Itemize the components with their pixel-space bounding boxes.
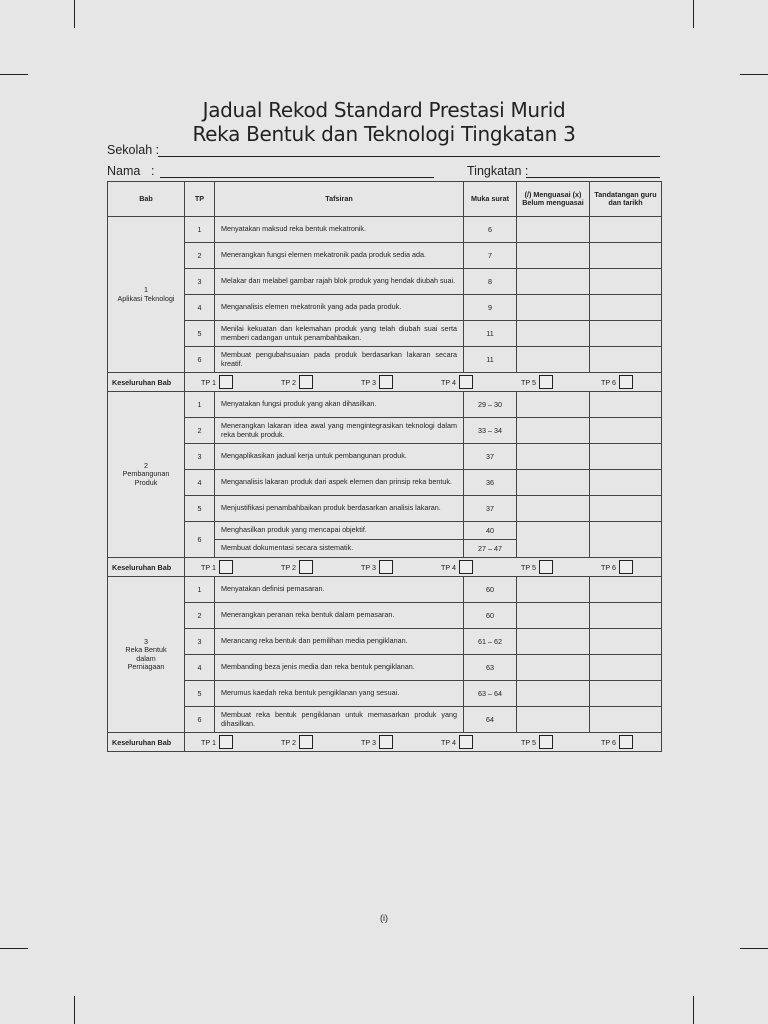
muka-surat-value: 11 [464, 347, 517, 373]
penguasaan-cell[interactable] [517, 347, 590, 373]
penguasaan-cell[interactable] [517, 418, 590, 444]
summary-tp-item [361, 560, 393, 574]
table-row [108, 681, 662, 707]
tandatangan-cell[interactable] [590, 269, 662, 295]
tp-number: 2 [185, 418, 215, 444]
tp-number: 2 [185, 603, 215, 629]
penguasaan-cell[interactable] [517, 470, 590, 496]
tandatangan-cell[interactable] [590, 470, 662, 496]
summary-tp-label: TP 6 [601, 737, 617, 747]
tafsiran-text: Membuat reka bentuk pengiklanan untuk memasarkan produk yang dihasilkan. [215, 707, 464, 733]
bab-label: 2 Pembangunan Produk [108, 392, 185, 558]
page-title: Jadual Rekod Standard Prestasi Murid [202, 98, 566, 122]
header-bab: Bab [108, 182, 185, 217]
tafsiran-text: Menjustifikasi penambahbaikan produk berdasarkan analisis lakaran. [215, 496, 464, 522]
summary-checkbox[interactable] [459, 735, 473, 749]
summary-tp-item [281, 560, 313, 574]
tandatangan-cell[interactable] [590, 681, 662, 707]
tafsiran-text: Menganalisis lakaran produk dari aspek elemen dan prinsip reka bentuk. [215, 470, 464, 496]
summary-tp-label: TP 3 [361, 377, 377, 387]
table-header-row [108, 182, 662, 217]
summary-tp-cell [185, 373, 662, 392]
header-tp: TP [185, 182, 215, 217]
penguasaan-cell[interactable] [517, 243, 590, 269]
tingkatan-field[interactable] [526, 177, 660, 178]
tafsiran-text: Membanding beza jenis media dan reka bentuk pengiklanan. [215, 655, 464, 681]
summary-row [108, 733, 662, 752]
summary-checkbox[interactable] [219, 560, 233, 574]
summary-tp-label: TP 6 [601, 377, 617, 387]
summary-row [108, 558, 662, 577]
summary-checkbox[interactable] [219, 375, 233, 389]
tafsiran-text: Membuat dokumentasi secara sistematik. [215, 540, 464, 558]
tafsiran-text: Menghasilkan produk yang mencapai objektif. [215, 522, 464, 540]
summary-tp-item [361, 735, 393, 749]
penguasaan-cell[interactable] [517, 707, 590, 733]
summary-tp-item [601, 735, 633, 749]
table-row [108, 444, 662, 470]
tafsiran-text: Melakar dan melabel gambar rajah blok produk yang hendak diubah suai. [215, 269, 464, 295]
summary-row [108, 373, 662, 392]
tandatangan-cell[interactable] [590, 603, 662, 629]
tp-number: 5 [185, 496, 215, 522]
tp-number: 5 [185, 681, 215, 707]
tandatangan-cell[interactable] [590, 347, 662, 373]
summary-tp-item [441, 375, 473, 389]
summary-checkbox[interactable] [379, 560, 393, 574]
bab-label: 3 Reka Bentuk dalam Perniagaan [108, 577, 185, 733]
summary-checkbox[interactable] [299, 735, 313, 749]
summary-label: Keseluruhan Bab [108, 733, 185, 752]
muka-surat-value: 61 – 62 [464, 629, 517, 655]
header-muka-surat: Muka surat [464, 182, 517, 217]
tp-number: 6 [185, 522, 215, 558]
tandatangan-cell[interactable] [590, 577, 662, 603]
tafsiran-text: Membuat pengubahsuaian pada produk berdasarkan lakaran secara kreatif. [215, 347, 464, 373]
summary-checkbox[interactable] [619, 735, 633, 749]
summary-tp-label: TP 5 [521, 562, 537, 572]
tp-number: 4 [185, 295, 215, 321]
penguasaan-cell[interactable] [517, 444, 590, 470]
penguasaan-cell[interactable] [517, 577, 590, 603]
summary-tp-label: TP 6 [601, 562, 617, 572]
nama-field[interactable] [160, 177, 434, 178]
muka-surat-value: 64 [464, 707, 517, 733]
penguasaan-cell[interactable] [517, 522, 590, 558]
muka-surat-value: 37 [464, 444, 517, 470]
summary-label: Keseluruhan Bab [108, 373, 185, 392]
tandatangan-cell[interactable] [590, 392, 662, 418]
header-tandatangan: Tandatangan guru dan tarikh [590, 182, 662, 217]
header-tafsiran: Tafsiran [215, 182, 464, 217]
tp-number: 1 [185, 577, 215, 603]
summary-tp-item [521, 560, 553, 574]
summary-checkbox[interactable] [459, 375, 473, 389]
tandatangan-cell[interactable] [590, 655, 662, 681]
summary-tp-item [281, 375, 313, 389]
muka-surat-value: 60 [464, 603, 517, 629]
bab-label: 1 Aplikasi Teknologi [108, 217, 185, 373]
penguasaan-cell[interactable] [517, 217, 590, 243]
summary-tp-label: TP 2 [281, 562, 297, 572]
table-row [108, 470, 662, 496]
tp-number: 1 [185, 392, 215, 418]
penguasaan-cell[interactable] [517, 629, 590, 655]
tandatangan-cell[interactable] [590, 321, 662, 347]
summary-tp-item [521, 735, 553, 749]
tandatangan-cell[interactable] [590, 243, 662, 269]
tandatangan-cell[interactable] [590, 217, 662, 243]
tandatangan-cell[interactable] [590, 295, 662, 321]
summary-label: Keseluruhan Bab [108, 558, 185, 577]
tafsiran-text: Menerangkan lakaran idea awal yang mengintegrasikan teknologi dalam reka bentuk produk. [215, 418, 464, 444]
record-table [107, 181, 662, 752]
muka-surat-value: 63 – 64 [464, 681, 517, 707]
summary-tp-label: TP 2 [281, 377, 297, 387]
summary-tp-item [441, 735, 473, 749]
summary-checkbox[interactable] [619, 375, 633, 389]
summary-checkbox[interactable] [379, 375, 393, 389]
summary-tp-item [281, 735, 313, 749]
crop-mark [0, 948, 28, 949]
summary-tp-label: TP 4 [441, 377, 457, 387]
summary-tp-item [201, 735, 233, 749]
summary-checkbox[interactable] [299, 375, 313, 389]
crop-mark [693, 996, 694, 1024]
penguasaan-cell[interactable] [517, 295, 590, 321]
crop-mark [740, 74, 768, 75]
tafsiran-text: Merumus kaedah reka bentuk pengiklanan yang sesuai. [215, 681, 464, 707]
penguasaan-cell[interactable] [517, 681, 590, 707]
table-row [108, 522, 662, 540]
summary-tp-item [201, 560, 233, 574]
summary-tp-label: TP 4 [441, 562, 457, 572]
muka-surat-value: 60 [464, 577, 517, 603]
tafsiran-text: Menyatakan definisi pemasaran. [215, 577, 464, 603]
tp-number: 2 [185, 243, 215, 269]
header-penguasaan: (/) Menguasai (x) Belum menguasai [517, 182, 590, 217]
tandatangan-cell[interactable] [590, 496, 662, 522]
summary-tp-cell [185, 558, 662, 577]
table-row [108, 347, 662, 373]
summary-tp-label: TP 4 [441, 737, 457, 747]
crop-mark [0, 74, 28, 75]
table-row [108, 243, 662, 269]
tingkatan-label: Tingkatan : [467, 164, 529, 178]
tandatangan-cell[interactable] [590, 418, 662, 444]
summary-checkbox[interactable] [539, 375, 553, 389]
muka-surat-value: 40 [464, 522, 517, 540]
muka-surat-value: 63 [464, 655, 517, 681]
muka-surat-value: 6 [464, 217, 517, 243]
tp-number: 3 [185, 629, 215, 655]
summary-tp-label: TP 1 [201, 562, 217, 572]
crop-mark [74, 0, 75, 28]
sekolah-label: Sekolah : [107, 143, 160, 157]
tafsiran-text: Merancang reka bentuk dan pemilihan media pengiklanan. [215, 629, 464, 655]
tandatangan-cell[interactable] [590, 707, 662, 733]
table-row [108, 577, 662, 603]
summary-tp-item [201, 375, 233, 389]
summary-tp-label: TP 1 [201, 737, 217, 747]
muka-surat-value: 37 [464, 496, 517, 522]
muka-surat-value: 9 [464, 295, 517, 321]
page-number: (i) [380, 913, 388, 923]
table-row [108, 707, 662, 733]
table-row [108, 629, 662, 655]
summary-checkbox[interactable] [539, 735, 553, 749]
muka-surat-value: 7 [464, 243, 517, 269]
table-row [108, 321, 662, 347]
tafsiran-text: Menganalisis elemen mekatronik yang ada pada produk. [215, 295, 464, 321]
penguasaan-cell[interactable] [517, 392, 590, 418]
table-row [108, 496, 662, 522]
summary-checkbox[interactable] [539, 560, 553, 574]
nama-label: Nama [107, 164, 141, 178]
summary-checkbox[interactable] [299, 560, 313, 574]
tandatangan-cell[interactable] [590, 629, 662, 655]
summary-tp-label: TP 5 [521, 737, 537, 747]
crop-mark [740, 948, 768, 949]
muka-surat-value: 11 [464, 321, 517, 347]
tp-number: 6 [185, 707, 215, 733]
table-row [108, 295, 662, 321]
summary-checkbox[interactable] [619, 560, 633, 574]
summary-tp-item [441, 560, 473, 574]
tp-number: 4 [185, 655, 215, 681]
muka-surat-value: 8 [464, 269, 517, 295]
tp-number: 5 [185, 321, 215, 347]
tandatangan-cell[interactable] [590, 444, 662, 470]
tp-number: 1 [185, 217, 215, 243]
penguasaan-cell[interactable] [517, 269, 590, 295]
summary-tp-label: TP 3 [361, 562, 377, 572]
summary-tp-cell [185, 733, 662, 752]
nama-colon: : [151, 164, 155, 178]
tp-number: 3 [185, 269, 215, 295]
summary-tp-item [521, 375, 553, 389]
tafsiran-text: Menerangkan fungsi elemen mekatronik pada produk sedia ada. [215, 243, 464, 269]
summary-tp-label: TP 5 [521, 377, 537, 387]
summary-tp-label: TP 2 [281, 737, 297, 747]
tp-number: 4 [185, 470, 215, 496]
tp-number: 3 [185, 444, 215, 470]
table-row [108, 603, 662, 629]
summary-tp-label: TP 3 [361, 737, 377, 747]
tafsiran-text: Menyatakan fungsi produk yang akan dihasilkan. [215, 392, 464, 418]
tafsiran-text: Menilai kekuatan dan kelemahan produk yang telah diubah suai serta memberi cadangan untuk penambahbaikan. [215, 321, 464, 347]
crop-mark [693, 0, 694, 28]
summary-tp-item [601, 560, 633, 574]
summary-tp-label: TP 1 [201, 377, 217, 387]
page-subtitle: Reka Bentuk dan Teknologi Tingkatan 3 [192, 122, 576, 146]
crop-mark [74, 996, 75, 1024]
muka-surat-value: 27 – 47 [464, 540, 517, 558]
tafsiran-text: Mengaplikasikan jadual kerja untuk pembangunan produk. [215, 444, 464, 470]
sekolah-field[interactable] [158, 156, 660, 157]
muka-surat-value: 29 – 30 [464, 392, 517, 418]
muka-surat-value: 33 – 34 [464, 418, 517, 444]
tandatangan-cell[interactable] [590, 522, 662, 558]
summary-tp-item [601, 375, 633, 389]
summary-tp-item [361, 375, 393, 389]
penguasaan-cell[interactable] [517, 603, 590, 629]
muka-surat-value: 36 [464, 470, 517, 496]
tp-number: 6 [185, 347, 215, 373]
penguasaan-cell[interactable] [517, 321, 590, 347]
penguasaan-cell[interactable] [517, 655, 590, 681]
penguasaan-cell[interactable] [517, 496, 590, 522]
summary-checkbox[interactable] [379, 735, 393, 749]
table-row [108, 217, 662, 243]
summary-checkbox[interactable] [219, 735, 233, 749]
table-row [108, 392, 662, 418]
table-row [108, 655, 662, 681]
tafsiran-text: Menerangkan peranan reka bentuk dalam pemasaran. [215, 603, 464, 629]
tafsiran-text: Menyatakan maksud reka bentuk mekatronik. [215, 217, 464, 243]
summary-checkbox[interactable] [459, 560, 473, 574]
table-row [108, 269, 662, 295]
table-row [108, 418, 662, 444]
